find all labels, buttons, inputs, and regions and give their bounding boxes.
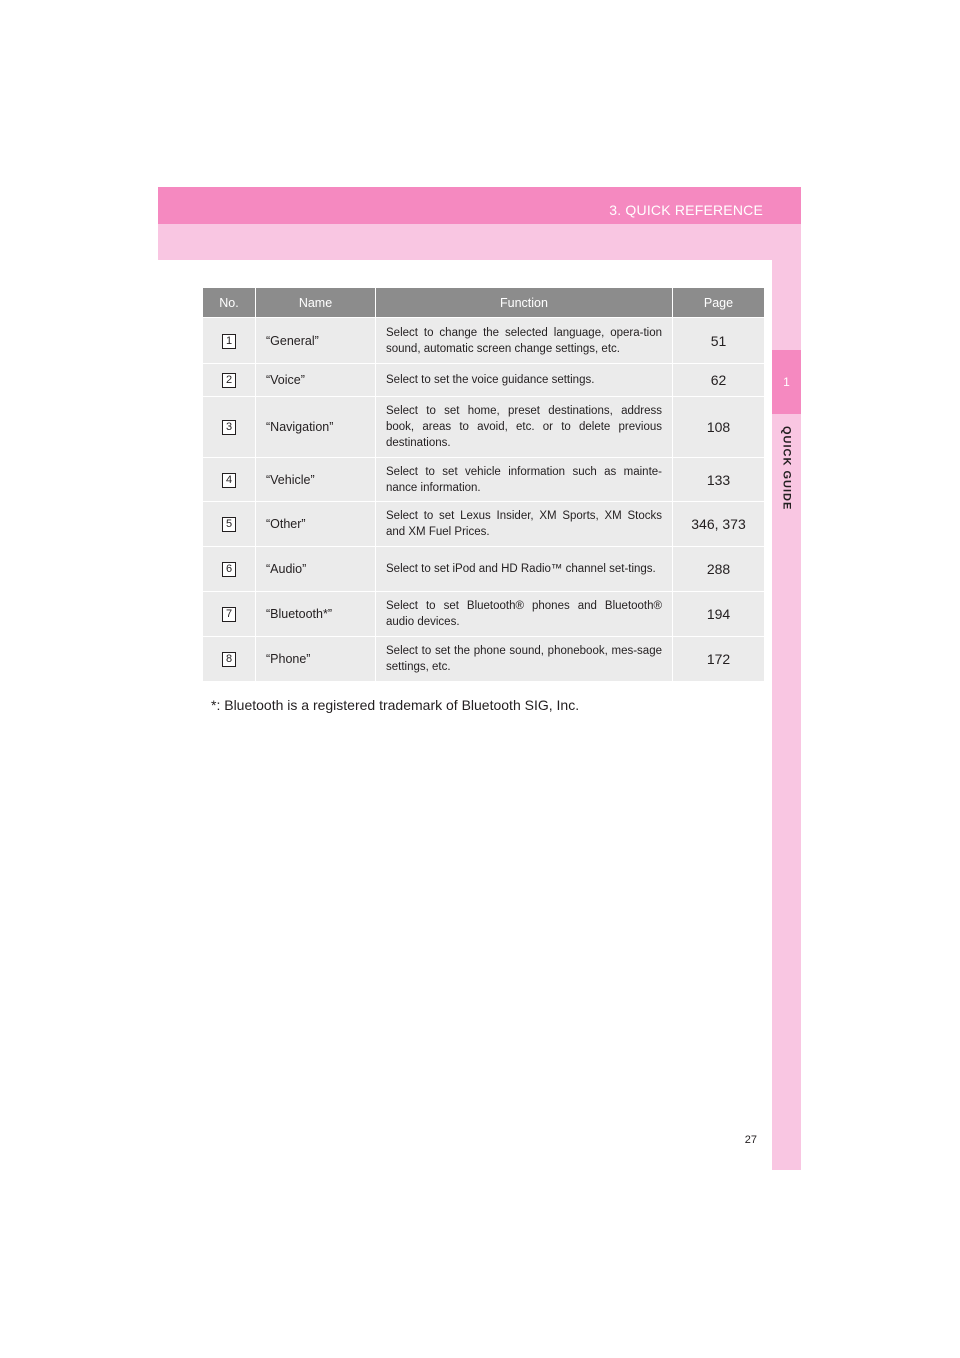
row-function: Select to set vehicle information such as mainte-nance information. [375,458,672,501]
row-number-box: 3 [222,420,236,435]
section-title: 3. QUICK REFERENCE [609,202,763,218]
row-name: “Other” [255,502,375,546]
row-number-box: 1 [222,334,236,349]
row-function: Select to set home, preset destinations, address book, areas to avoid, etc. or to delete previous destinations. [375,397,672,457]
row-name: “Audio” [255,547,375,591]
table-row [203,397,764,457]
row-function: Select to set Bluetooth® phones and Bluetooth® audio devices. [375,592,672,636]
row-page: 288 [672,547,764,591]
row-page: 108 [672,397,764,457]
table-row [203,637,764,681]
row-function: Select to set iPod and HD Radio™ channel set-tings. [375,547,672,591]
table-row [203,592,764,636]
page-number: 27 [744,1134,757,1146]
row-number-box: 2 [222,373,236,388]
function-table [203,287,764,682]
row-number-box: 7 [222,607,236,622]
table-header-row [203,288,764,317]
table-row [203,364,764,396]
row-page: 62 [672,364,764,396]
row-name: “Voice” [255,364,375,396]
row-name: “Navigation” [255,397,375,457]
table-row [203,458,764,501]
row-name: “General” [255,318,375,363]
row-number-box: 4 [222,473,236,488]
row-number-box: 5 [222,517,236,532]
row-function: Select to set the phone sound, phonebook, mes-sage settings, etc. [375,637,672,681]
header-sub-band [158,224,801,260]
table-row [203,547,764,591]
row-name: “Vehicle” [255,458,375,501]
footnote: *: Bluetooth is a registered trademark of Bluetooth SIG, Inc. [211,697,580,713]
row-number-box: 6 [222,562,236,577]
chapter-side-tab [772,260,801,1170]
row-page: 172 [672,637,764,681]
row-function: Select to change the selected language, opera-tion sound, automatic screen change settings, etc. [375,318,672,363]
column-header-function: Function [375,288,672,317]
row-page: 194 [672,592,764,636]
row-name: “Bluetooth*” [255,592,375,636]
row-function: Select to set the voice guidance settings. [375,364,672,396]
table-row [203,318,764,363]
row-number-box: 8 [222,652,236,667]
chapter-number: 1 [772,350,801,414]
column-header-page: Page [672,288,764,317]
column-header-name: Name [255,288,375,317]
column-header-no: No. [203,288,255,317]
row-page: 346, 373 [672,502,764,546]
row-function: Select to set Lexus Insider, XM Sports, XM Stocks and XM Fuel Prices. [375,502,672,546]
section-header-bar [158,187,801,224]
row-name: “Phone” [255,637,375,681]
table-row [203,502,764,546]
row-page: 51 [672,318,764,363]
chapter-label: QUICK GUIDE [780,426,793,511]
row-page: 133 [672,458,764,501]
